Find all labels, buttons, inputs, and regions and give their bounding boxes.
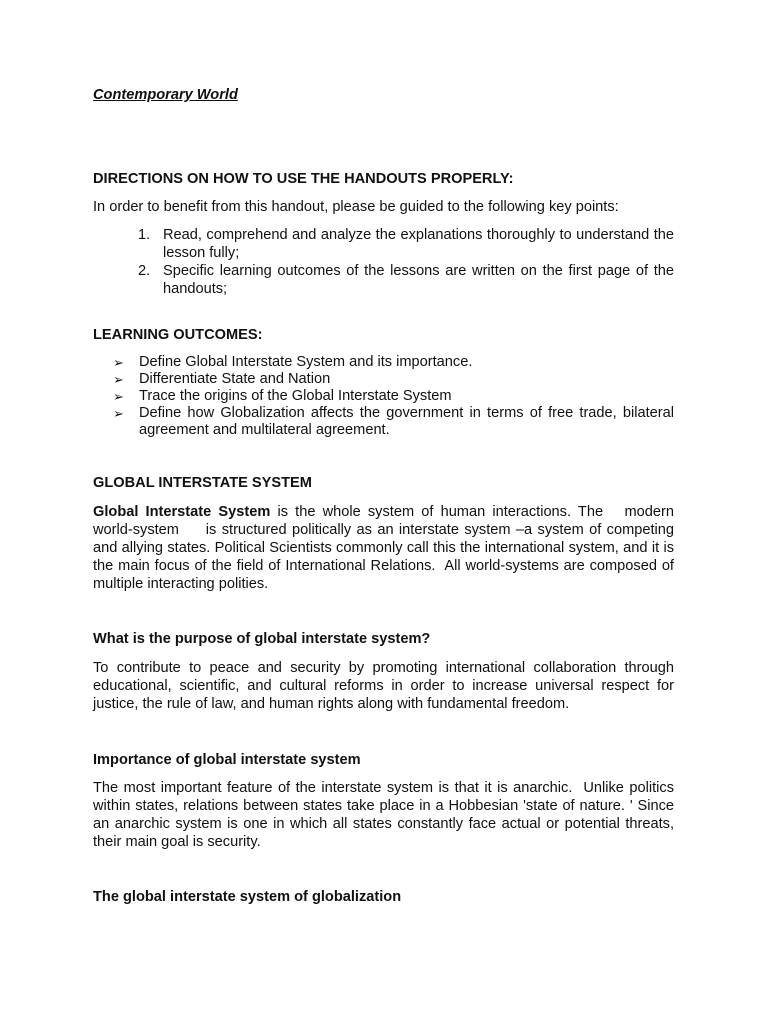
outcome-text: Define how Globalization affects the government in terms of free trade, bilateral agreement and multilateral agreement. (139, 405, 674, 438)
global-interstate-paragraph (93, 503, 679, 593)
purpose-heading: What is the purpose of global interstate system? (93, 631, 431, 647)
outcome-item (93, 354, 674, 371)
directions-intro: In order to benefit from this handout, please be guided to the following key points: (93, 199, 619, 215)
globalization-heading: The global interstate system of globalization (93, 889, 402, 905)
item-text: Read, comprehend and analyze the explanations thoroughly to understand the lesson fully; (163, 227, 674, 261)
outcome-item (93, 405, 674, 439)
arrowhead-bullet-icon: ➢ (113, 355, 124, 370)
outcome-text: Differentiate State and Nation (139, 371, 331, 387)
learning-outcomes-heading: LEARNING OUTCOMES: (93, 327, 263, 343)
directions-item (93, 226, 674, 262)
directions-list (93, 226, 674, 298)
arrowhead-bullet-icon: ➢ (113, 389, 124, 404)
item-number: 1. (138, 227, 151, 243)
purpose-paragraph: To contribute to peace and security by promoting international collaboration through educational, scientific, and cultural reforms in order to increase universal respect for justice, the rule of law, and human rights along with fundamental freedom. (93, 660, 674, 712)
learning-outcomes-list (93, 354, 674, 439)
outcome-item (93, 371, 674, 388)
importance-paragraph: The most important feature of the interstate system is that it is anarchic. Unlike politics within states, relations between states take place in a Hobbesian 'state of nature. ' Since an anarchic system is one in which all states constantly face actual or potential threats, their main goal is security. (93, 780, 679, 850)
document-title: Contemporary World (93, 87, 238, 103)
global-interstate-heading: GLOBAL INTERSTATE SYSTEM (93, 475, 312, 491)
directions-heading: DIRECTIONS ON HOW TO USE THE HANDOUTS PROPERLY: (93, 171, 514, 187)
global-interstate-body: is the whole system of human interactions. The modern world-system is structured politically as an interstate system –a system of competing and allying states. Political Scientists commonly call this the international system, and it is the main focus of the field of International Relations. All world-systems are composed of multiple interacting polities. (93, 504, 679, 592)
importance-heading: Importance of global interstate system (93, 752, 361, 768)
directions-item (93, 262, 674, 298)
global-interstate-term: Global Interstate System (93, 504, 271, 520)
outcome-text: Trace the origins of the Global Interstate System (139, 388, 452, 404)
outcome-item (93, 388, 674, 405)
arrowhead-bullet-icon: ➢ (113, 372, 124, 387)
outcome-text: Define Global Interstate System and its importance. (139, 354, 473, 370)
item-text: Specific learning outcomes of the lessons are written on the first page of the handouts; (163, 263, 674, 297)
item-number: 2. (138, 263, 151, 279)
arrowhead-bullet-icon: ➢ (113, 406, 124, 421)
